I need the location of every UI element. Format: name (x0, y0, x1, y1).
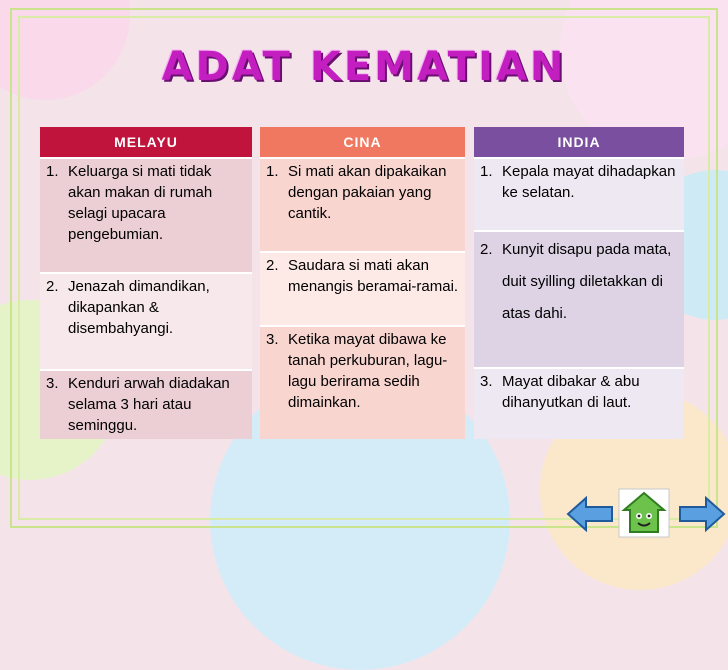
column-india (474, 127, 684, 439)
item-text: Kenduri arwah diadakan selama 3 hari atau seminggu. (68, 375, 230, 434)
list-item (40, 272, 252, 369)
arrow-right-icon (678, 494, 726, 534)
list-item (260, 325, 465, 439)
item-number: 1. (480, 163, 493, 180)
item-text: Si mati akan dipakaikan dengan pakaian yang cantik. (288, 163, 447, 222)
list-item (40, 369, 252, 439)
item-number: 2. (480, 241, 493, 258)
column-melayu (40, 127, 252, 439)
item-text: Mayat dibakar & abu dihanyutkan di laut. (502, 373, 640, 411)
item-text: Kepala mayat dihadapkan ke selatan. (502, 163, 676, 201)
item-number: 3. (46, 375, 59, 392)
list-item (260, 157, 465, 251)
column-header-melayu: MELAYU (40, 127, 252, 157)
column-cina (260, 127, 465, 439)
arrow-left-icon (566, 494, 614, 534)
home-icon (618, 488, 670, 538)
list-item (40, 157, 252, 272)
item-text: Ketika mayat dibawa ke tanah perkuburan, lagu-lagu berirama sedih dimainkan. (288, 331, 448, 411)
column-header-india: INDIA (474, 127, 684, 157)
item-number: 1. (46, 163, 59, 180)
item-text: Saudara si mati akan menangis beramai-ramai. (288, 257, 459, 295)
item-number: 2. (46, 278, 59, 295)
item-text: Keluarga si mati tidak akan makan di rumah selagi upacara pengebumian. (68, 163, 213, 243)
item-text: Kunyit disapu pada mata, duit syilling diletakkan di atas dahi. (502, 241, 672, 322)
list-item (474, 367, 684, 439)
item-number: 3. (480, 373, 493, 390)
list-item (474, 230, 684, 367)
list-item (474, 157, 684, 230)
item-number: 2. (266, 257, 279, 274)
item-text: Jenazah dimandikan, dikapankan & disembahyangi. (68, 278, 210, 337)
previous-button[interactable] (566, 494, 614, 534)
page-title: ADAT KEMATIAN (161, 44, 567, 90)
list-item (260, 251, 465, 325)
home-button[interactable] (618, 488, 670, 538)
item-number: 1. (266, 163, 279, 180)
item-number: 3. (266, 331, 279, 348)
next-button[interactable] (678, 494, 726, 534)
column-header-cina: CINA (260, 127, 465, 157)
